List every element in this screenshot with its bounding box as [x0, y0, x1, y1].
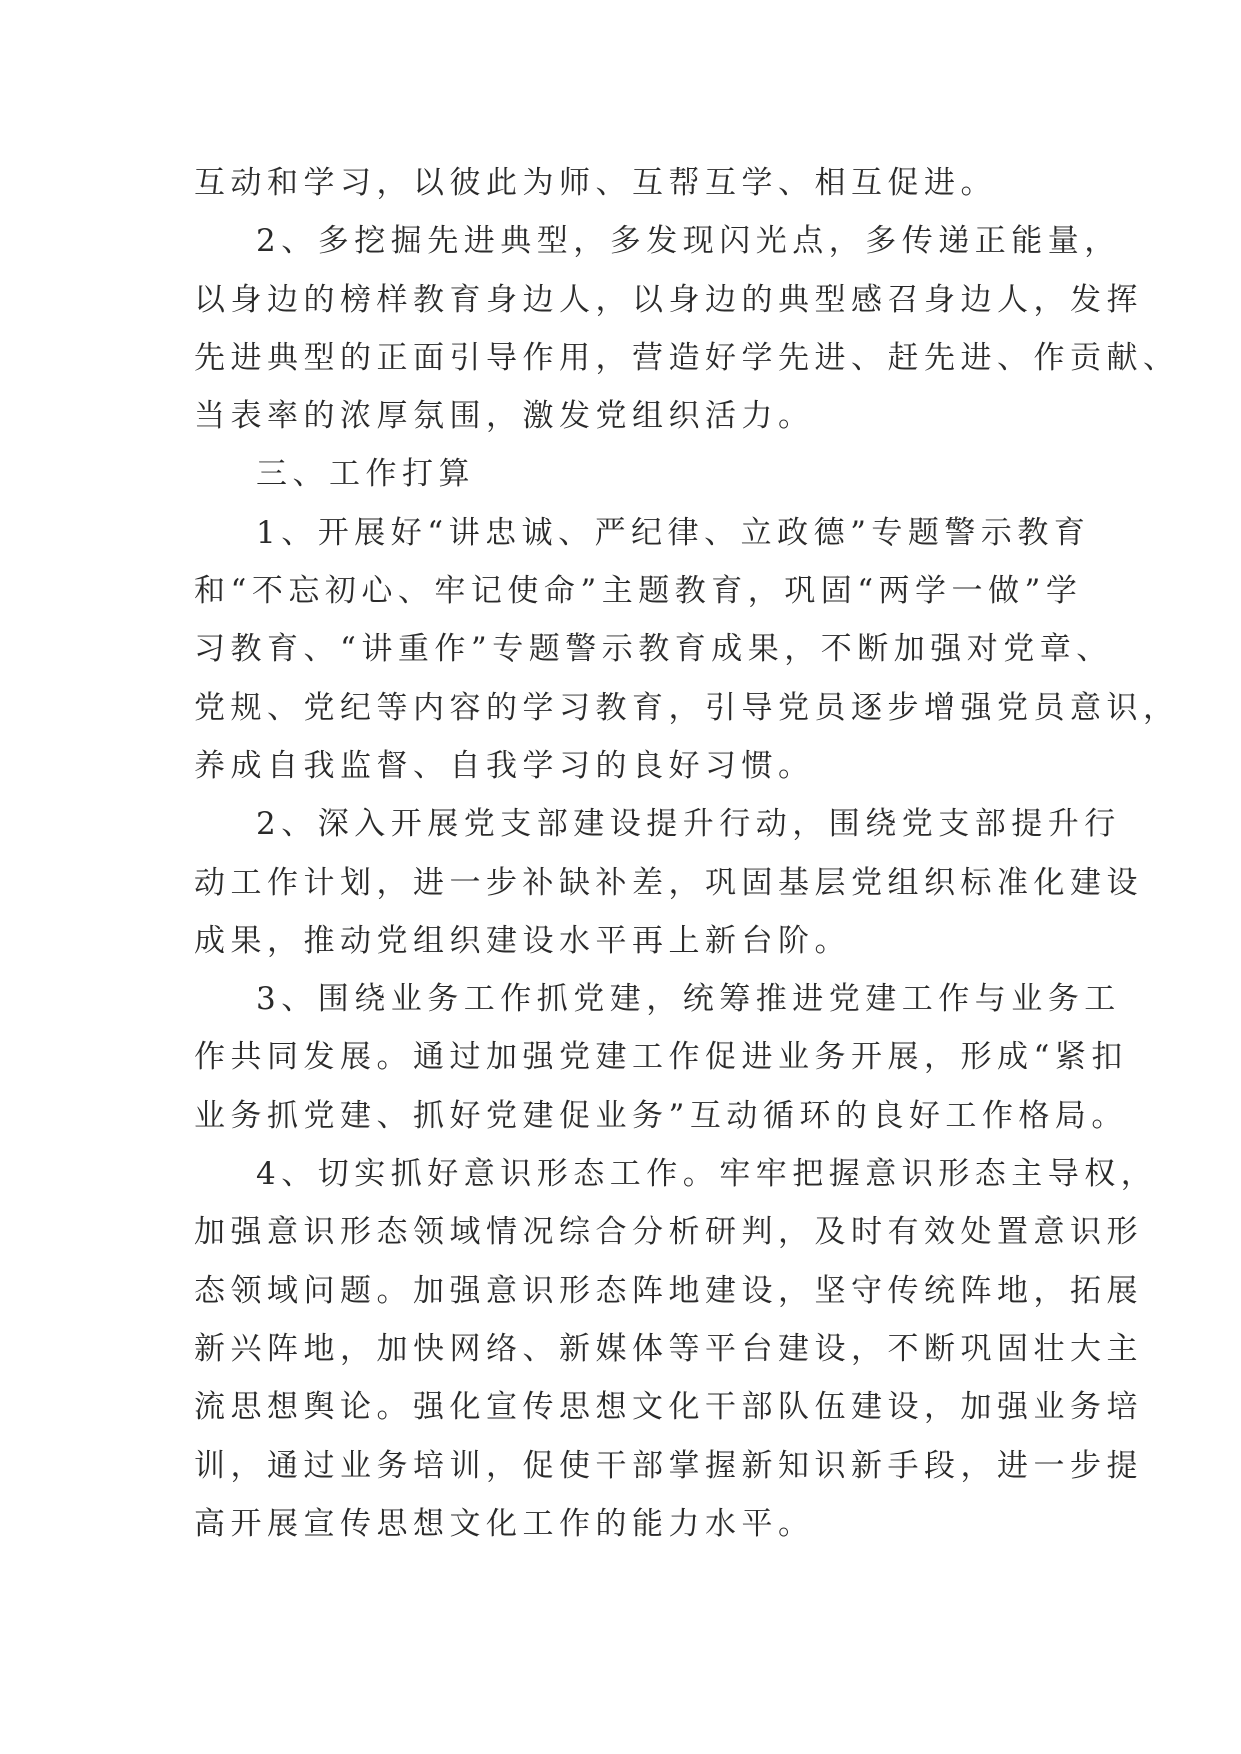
text-line: 党规、党纪等内容的学习教育，引导党员逐步增强党员意识，	[194, 689, 1180, 726]
text-line: 3、围绕业务工作抓党建，统筹推进党建工作与业务工	[256, 981, 1121, 1018]
text-line: 2、多挖掘先进典型，多发现闪光点，多传递正能量，	[256, 223, 1121, 260]
text-line: 加强意识形态领域情况综合分析研判，及时有效处置意识形	[194, 1214, 1143, 1251]
text-line: 养成自我监督、自我学习的良好习惯。	[194, 747, 815, 784]
text-line: 互动和学习，以彼此为师、互帮互学、相互促进。	[194, 165, 997, 201]
text-line: 新兴阵地，加快网络、新媒体等平台建设，不断巩固壮大主	[194, 1330, 1143, 1367]
text-line: 业务抓党建、抓好党建促业务”互动循环的良好工作格局。	[194, 1097, 1128, 1134]
text-line: 先进典型的正面引导作用，营造好学先进、赶先进、作贡献、	[194, 339, 1180, 376]
text-line: 流思想舆论。强化宣传思想文化干部队伍建设，加强业务培	[194, 1389, 1143, 1426]
text-line: 当表率的浓厚氛围，激发党组织活力。	[194, 398, 815, 435]
text-line: 习教育、“讲重作”专题警示教育成果，不断加强对党章、	[194, 631, 1113, 668]
text-line: 训，通过业务培训，促使干部掌握新知识新手段，进一步提	[194, 1447, 1143, 1484]
text-line: 动工作计划，进一步补缺补差，巩固基层党组织标准化建设	[194, 864, 1143, 901]
text-line: 2、深入开展党支部建设提升行动，围绕党支部提升行	[256, 806, 1121, 843]
text-line: 态领域问题。加强意识形态阵地建设，坚守传统阵地，拓展	[194, 1272, 1143, 1309]
document-body	[194, 154, 1180, 1553]
text-line: 4、切实抓好意识形态工作。牢牢把握意识形态主导权，	[256, 1156, 1158, 1193]
text-line: 以身边的榜样教育身边人，以身边的典型感召身边人，发挥	[194, 281, 1143, 318]
text-line: 成果，推动党组织建设水平再上新台阶。	[194, 922, 851, 959]
text-line: 作共同发展。通过加强党建工作促进业务开展，形成“紧扣	[194, 1039, 1128, 1076]
text-line: 和“不忘初心、牢记使命”主题教育，巩固“两学一做”学	[194, 573, 1083, 610]
text-line: 三、工作打算	[256, 456, 475, 493]
text-line: 1、开展好“讲忠诚、严纪律、立政德”专题警示教育	[256, 514, 1091, 551]
text-line: 高开展宣传思想文化工作的能力水平。	[194, 1505, 815, 1542]
